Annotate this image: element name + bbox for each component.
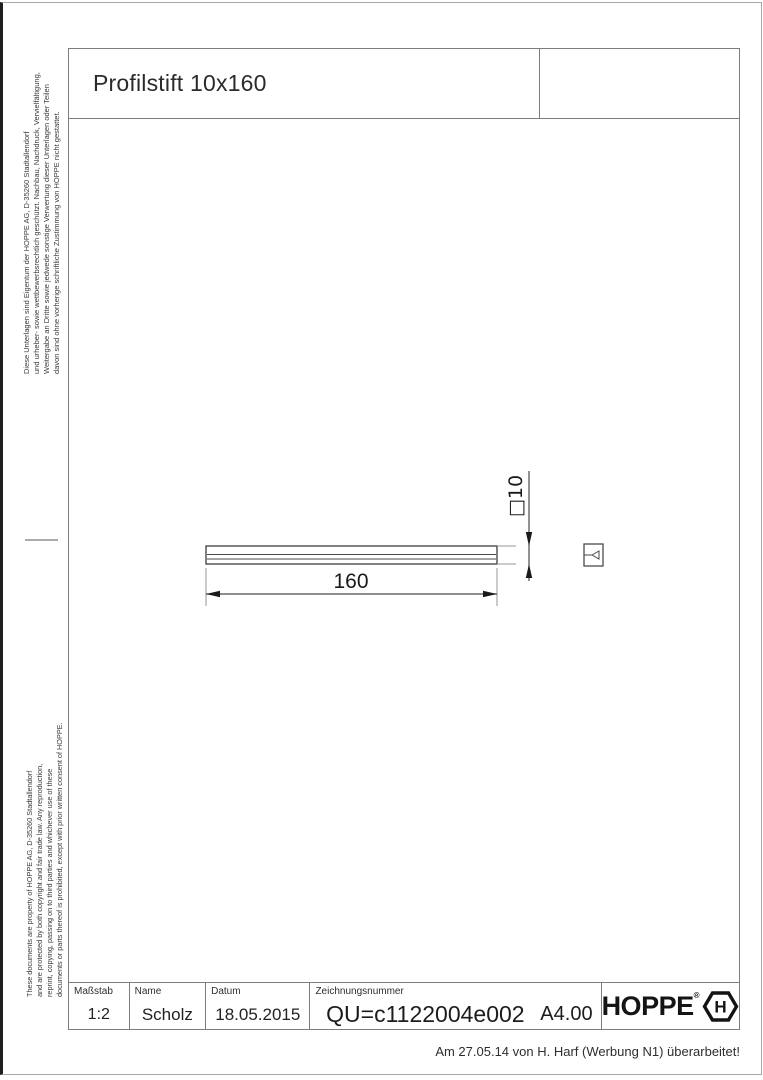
dimension-arrow-down <box>526 532 532 546</box>
legal-note-german-line: Weitergabe an Dritte sowie jedwede sonstige Verwertung dieser Unterlagen oder Teilen <box>42 84 51 374</box>
titleblock-cell-logo <box>601 983 739 1029</box>
titleblock-cell-name <box>129 983 206 1029</box>
dimension-arrow-left <box>206 591 220 597</box>
legal-note-english-line: reprint, copying, passing on to third parties and whichever use of these <box>45 768 54 997</box>
name-label: Name <box>134 986 162 997</box>
legal-note-german-line: und urheber- sowie wettbewerbsrechtlich geschützt. Nachbau, Nachdruck, Vervielfältigung, <box>32 72 41 374</box>
legal-note-english <box>25 722 65 997</box>
titleblock-cell-drawing-number <box>309 983 600 1029</box>
scale-value: 1:2 <box>87 1005 110 1023</box>
titleblock-cell-scale <box>69 983 129 1029</box>
legal-note-english-line: These documents are property of HOPPE AG, D-35260 Stadtallendorf <box>25 770 34 997</box>
hexagon-letter: H <box>714 997 727 1016</box>
title-box-divider <box>539 49 540 118</box>
revision-note: Am 27.05.14 von H. Harf (Werbung N1) überarbeitet! <box>435 1044 740 1059</box>
fold-mark <box>25 539 58 541</box>
drawing-number-value: QU=c1122004e002 <box>326 1001 525 1027</box>
page-title: Profilstift 10x160 <box>93 70 267 96</box>
titleblock-cell-date <box>205 983 309 1029</box>
registered-mark: ® <box>693 990 699 1000</box>
legal-note-german <box>22 72 62 374</box>
title-box <box>69 49 739 119</box>
profile-dimension-label: □10 <box>505 474 527 518</box>
legal-note-english-line: documents or parts thereof is prohibited, except with prior written consent of HOPPE. <box>55 722 64 997</box>
legal-note-german-line: davon sind ohne vorherige schriftliche Zustimmung von HOPPE nicht gestattet. <box>52 111 61 374</box>
name-value: Scholz <box>141 1004 193 1024</box>
dimension-arrow-right <box>483 591 497 597</box>
legal-note-english-line: and are protected by both copyright and fair trade law. Any reproduction, <box>35 763 44 997</box>
title-block <box>69 982 739 1029</box>
hoppe-hexagon-icon <box>702 990 739 1023</box>
technical-drawing <box>69 119 741 984</box>
brand-name: HOPPE <box>601 990 694 1021</box>
date-label: Datum <box>211 986 241 997</box>
dimension-arrow-up <box>526 564 532 578</box>
drawing-number-label: Zeichnungsnummer <box>315 986 404 997</box>
length-dimension-label: 160 <box>333 570 369 593</box>
legal-note-german-line: Diese Unterlagen sind Eigentum der HOPPE AG, D-35260 Stadtallendorf <box>22 131 31 374</box>
pin-side-view <box>206 546 497 564</box>
format-value: A4.00 <box>540 1003 593 1025</box>
date-value: 18.05.2015 <box>215 1004 301 1024</box>
hoppe-logo-wordmark <box>601 990 699 1021</box>
hoppe-logo <box>602 990 739 1023</box>
drawing-frame <box>68 48 740 1030</box>
scale-label: Maßstab <box>74 986 113 997</box>
